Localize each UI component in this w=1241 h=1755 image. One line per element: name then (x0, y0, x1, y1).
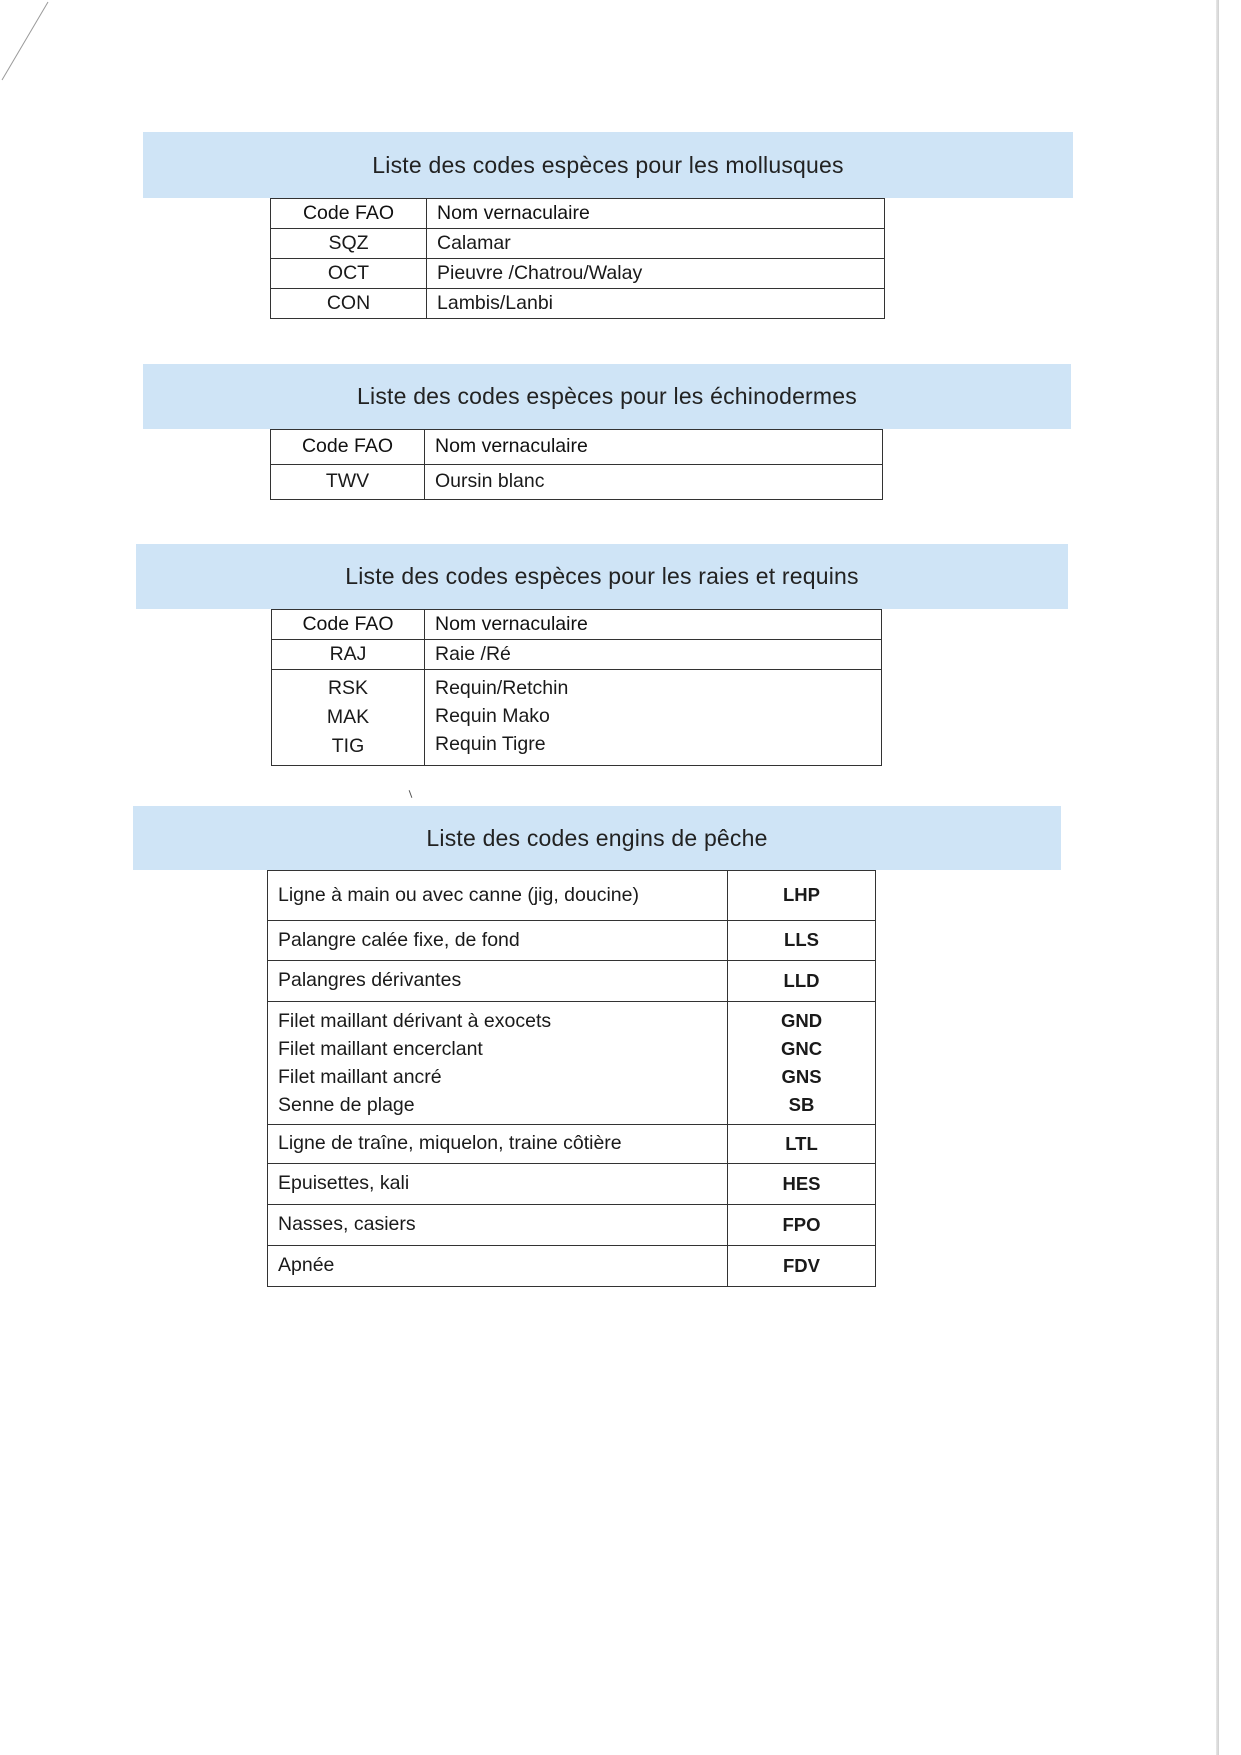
column-header-code: Code FAO (271, 199, 427, 229)
table-echinodermes (270, 429, 883, 500)
gear-name: Epuisettes, kali (268, 1164, 728, 1205)
scan-corner-mark (0, 0, 60, 90)
gear-code: LLS (728, 921, 876, 961)
gear-code: GNS (781, 1066, 822, 1087)
gear-name: Palangre calée fixe, de fond (268, 921, 728, 961)
gear-name: Nasses, casiers (268, 1205, 728, 1246)
table-mollusques (270, 198, 885, 319)
gear-name: Senne de plage (278, 1094, 415, 1116)
table-row (272, 640, 882, 670)
table-header-row (272, 610, 882, 640)
table-row (268, 1164, 876, 1205)
species-code: SQZ (271, 229, 427, 259)
table-row (268, 921, 876, 961)
table-row-group (272, 670, 882, 766)
gear-code-group (728, 1002, 876, 1125)
section-title-raies-requins: Liste des codes espèces pour les raies et requins (136, 544, 1068, 609)
species-code: RSK (327, 677, 369, 699)
species-name: Requin/Retchin (435, 676, 569, 699)
gear-code: LHP (728, 871, 876, 921)
table-engins (267, 870, 876, 1287)
species-name: Lambis/Lanbi (427, 289, 885, 319)
section-title-echinodermes: Liste des codes espèces pour les échinodermes (143, 364, 1071, 429)
species-code: CON (271, 289, 427, 319)
table-row-group (268, 1002, 876, 1125)
gear-name: Ligne à main ou avec canne (jig, doucine) (268, 871, 728, 921)
gear-name: Filet maillant dérivant à exocets (278, 1010, 552, 1032)
species-code: TIG (331, 735, 365, 757)
gear-code: FDV (728, 1246, 876, 1287)
species-name-group (425, 670, 882, 766)
gear-code: FPO (728, 1205, 876, 1246)
species-name: Requin Mako (435, 704, 550, 727)
table-row (268, 1205, 876, 1246)
species-code: MAK (326, 706, 370, 728)
species-code: OCT (271, 259, 427, 289)
species-code: RAJ (272, 640, 425, 670)
column-header-code: Code FAO (272, 610, 425, 640)
gear-name: Ligne de traîne, miquelon, traine côtière (268, 1125, 728, 1164)
table-row (268, 1125, 876, 1164)
gear-code: SB (788, 1094, 815, 1115)
gear-code: GND (780, 1010, 823, 1031)
species-name: Calamar (427, 229, 885, 259)
page-edge (1216, 0, 1219, 1755)
section-title-mollusques: Liste des codes espèces pour les mollusques (143, 132, 1073, 198)
table-row (268, 961, 876, 1002)
gear-name: Palangres dérivantes (268, 961, 728, 1002)
column-header-name: Nom vernaculaire (425, 610, 882, 640)
table-row (268, 871, 876, 921)
table-header-row (271, 430, 883, 465)
gear-code: GNC (780, 1038, 823, 1059)
gear-name-group (268, 1002, 728, 1125)
gear-name: Filet maillant encerclant (278, 1038, 483, 1060)
table-row (271, 229, 885, 259)
table-header-row (271, 199, 885, 229)
species-name: Raie /Ré (425, 640, 882, 670)
table-row (271, 289, 885, 319)
column-header-name: Nom vernaculaire (427, 199, 885, 229)
gear-name: Filet maillant ancré (278, 1066, 442, 1088)
species-name: Requin Tigre (435, 732, 546, 755)
species-name: Pieuvre /Chatrou/Walay (427, 259, 885, 289)
species-code-group (272, 670, 425, 766)
section-title-engins: Liste des codes engins de pêche (133, 806, 1061, 870)
stray-mark (409, 790, 413, 798)
table-raies-requins (271, 609, 882, 766)
column-header-code: Code FAO (271, 430, 425, 465)
gear-code: HES (728, 1164, 876, 1205)
gear-code: LTL (728, 1125, 876, 1164)
gear-name: Apnée (268, 1246, 728, 1287)
gear-code: LLD (728, 961, 876, 1002)
species-code: TWV (271, 465, 425, 500)
table-row (271, 259, 885, 289)
table-row (271, 465, 883, 500)
column-header-name: Nom vernaculaire (425, 430, 883, 465)
species-name: Oursin blanc (425, 465, 883, 500)
table-row (268, 1246, 876, 1287)
